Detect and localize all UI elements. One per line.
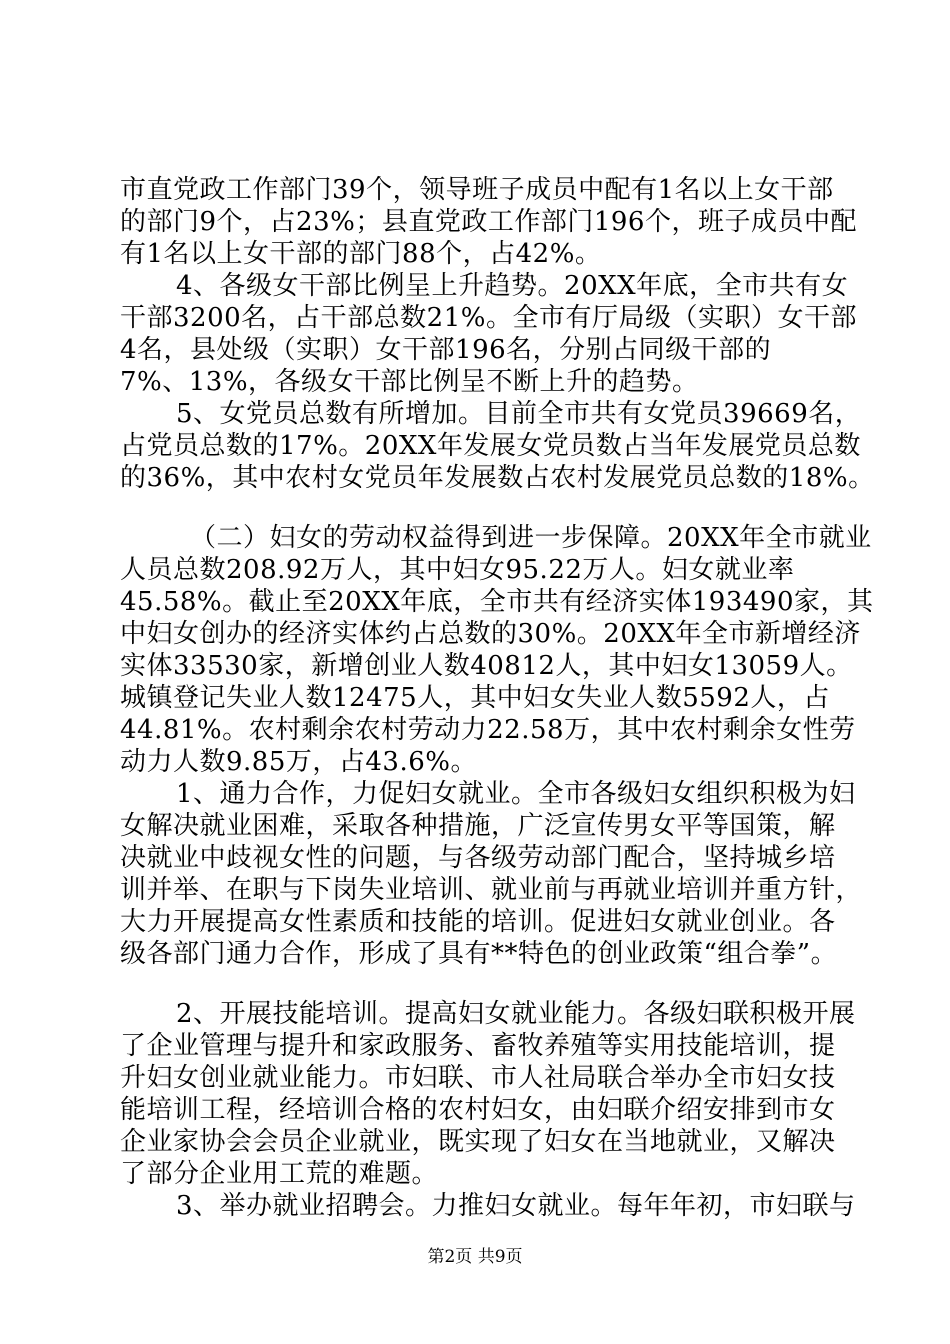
text-line: 中妇女创办的经济实体约占总数的30%。20XX年全市新增经济 — [120, 619, 861, 649]
text-line: 占党员总数的17%。20XX年发展女党员数占当年发展党员总数 — [120, 431, 861, 461]
text-line: 级各部门通力合作，形成了具有**特色的创业政策“组合拳”。 — [120, 939, 838, 969]
page-number-footer: 第2页 共9页 — [427, 1247, 523, 1267]
text-line: 了企业管理与提升和家政服务、畜牧养殖等实用技能培训，提 — [120, 1031, 836, 1061]
text-line: （二）妇女的劳动权益得到进一步保障。20XX年全市就业 — [190, 523, 872, 553]
text-line: 4名，县处级（实职）女干部196名，分别占同级干部的 — [120, 335, 772, 365]
text-line: 升妇女创业就业能力。市妇联、市人社局联合举办全市妇女技 — [120, 1063, 836, 1093]
text-line: 2、开展技能培训。提高妇女就业能力。各级妇联积极开展 — [176, 999, 856, 1029]
text-line: 大力开展提高女性素质和技能的培训。促进妇女就业创业。各 — [120, 907, 836, 937]
text-line: 的部门9个，占23%；县直党政工作部门196个，班子成员中配 — [120, 207, 857, 237]
text-line: 7%、13%，各级女干部比例呈不断上升的趋势。 — [120, 367, 699, 397]
text-line: 干部3200名，占干部总数21%。全市有厅局级（实职）女干部 — [120, 303, 857, 333]
text-line: 人员总数208.92万人，其中妇女95.22万人。妇女就业率 — [120, 555, 795, 585]
text-line: 5、女党员总数有所增加。目前全市共有女党员39669名， — [176, 399, 862, 429]
text-line: 4、各级女干部比例呈上升趋势。20XX年底，全市共有女 — [176, 271, 849, 301]
text-line: 3、举办就业招聘会。力推妇女就业。每年年初，市妇联与 — [176, 1191, 856, 1221]
text-line: 1、通力合作，力促妇女就业。全市各级妇女组织积极为妇 — [176, 779, 856, 809]
text-line: 了部分企业用工荒的难题。 — [120, 1159, 439, 1189]
text-line: 有1名以上女干部的部门88个，占42%。 — [120, 239, 602, 269]
text-line: 企业家协会会员企业就业，既实现了妇女在当地就业，又解决 — [120, 1127, 836, 1157]
text-line: 实体33530家，新增创业人数40812人，其中妇女13059人。 — [120, 651, 853, 681]
text-line: 能培训工程，经培训合格的农村妇女，由妇联介绍安排到市女 — [120, 1095, 836, 1125]
text-line: 44.81%。农村剩余农村劳动力22.58万，其中农村剩余女性劳 — [120, 715, 856, 745]
text-line: 训并举、在职与下岗失业培训、就业前与再就业培训并重方针， — [120, 875, 863, 905]
text-line: 的36%，其中农村女党员年发展数占农村发展党员总数的18%。 — [120, 463, 875, 493]
text-line: 决就业中歧视女性的问题，与各级劳动部门配合，坚持城乡培 — [120, 843, 836, 873]
text-line: 动力人数9.85万，占43.6%。 — [120, 747, 477, 777]
text-line: 45.58%。截止至20XX年底，全市共有经济实体193490家，其 — [120, 587, 874, 617]
text-line: 市直党政工作部门39个，领导班子成员中配有1名以上女干部 — [120, 175, 834, 205]
text-line: 女解决就业困难，采取各种措施，广泛宣传男女平等国策，解 — [120, 811, 836, 841]
text-line: 城镇登记失业人数12475人，其中妇女失业人数5592人，占 — [120, 683, 830, 713]
